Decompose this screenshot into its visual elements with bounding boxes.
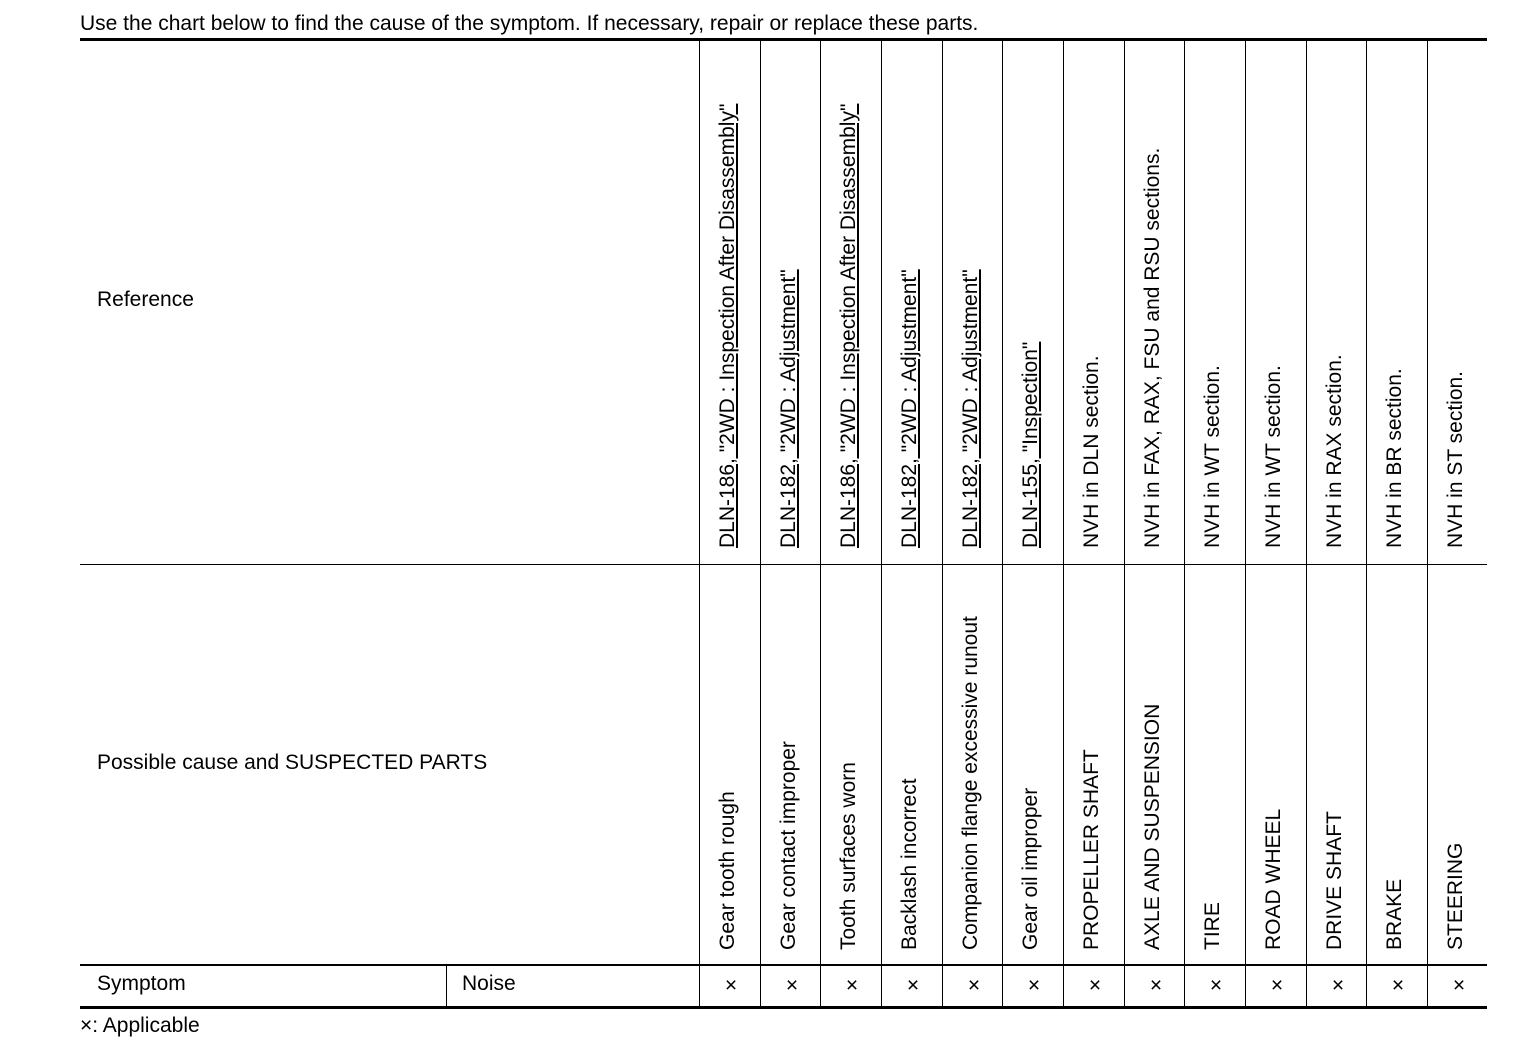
column-divider — [760, 40, 761, 1007]
suspected-part: Tooth surfaces worn — [837, 762, 860, 950]
reference-link[interactable]: DLN-155, "Inspection" — [1019, 341, 1042, 548]
reference-link[interactable]: DLN-186, "2WD : Inspection After Disassembly" — [716, 103, 739, 548]
symptom-label: Symptom — [97, 972, 186, 995]
applicable-mark: × — [1027, 974, 1041, 997]
applicable-mark: × — [906, 974, 920, 997]
suspected-part: Companion flange excessive runout — [959, 616, 982, 950]
applicable-mark: × — [724, 974, 738, 997]
reference-text: NVH in WT section. — [1262, 365, 1285, 548]
column-divider — [1366, 40, 1367, 1007]
symptom-divider — [446, 965, 447, 1007]
suspected-part: STEERING — [1444, 842, 1467, 950]
reference-text: NVH in ST section. — [1444, 370, 1467, 548]
reference-text: NVH in RAX section. — [1323, 354, 1346, 548]
column-divider — [699, 40, 700, 1007]
suspected-part: PROPELLER SHAFT — [1080, 749, 1103, 950]
applicable-mark: × — [1270, 974, 1284, 997]
applicable-mark: × — [1149, 974, 1163, 997]
suspected-part: DRIVE SHAFT — [1323, 811, 1346, 950]
applicable-mark: × — [785, 974, 799, 997]
suspected-part: ROAD WHEEL — [1262, 808, 1285, 950]
suspected-part: Backlash incorrect — [898, 778, 921, 950]
suspected-part: Gear contact improper — [777, 741, 800, 950]
applicable-mark: × — [967, 974, 981, 997]
column-divider — [881, 40, 882, 1007]
reference-text: NVH in DLN section. — [1080, 355, 1103, 548]
column-divider — [1002, 40, 1003, 1007]
applicable-mark: × — [1331, 974, 1345, 997]
applicable-mark: × — [845, 974, 859, 997]
reference-text: NVH in FAX, RAX, FSU and RSU sections. — [1141, 147, 1164, 548]
reference-link[interactable]: DLN-182, "2WD : Adjustment" — [898, 269, 921, 548]
reference-link[interactable]: DLN-186, "2WD : Inspection After Disassembly" — [837, 103, 860, 548]
suspected-part: TIRE — [1201, 902, 1224, 950]
column-divider — [1124, 40, 1125, 1007]
applicable-mark: × — [1391, 974, 1405, 997]
column-divider — [820, 40, 821, 1007]
reference-bottom-rule — [80, 564, 1487, 565]
applicable-mark: × — [1209, 974, 1223, 997]
symptom-value: Noise — [462, 972, 516, 995]
legend: ×: Applicable — [80, 1014, 200, 1037]
intro-text: Use the chart below to find the cause of the symptom. If necessary, repair or replace these parts. — [80, 12, 979, 35]
column-divider — [1427, 40, 1428, 1007]
reference-text: NVH in WT section. — [1201, 365, 1224, 548]
applicable-mark: × — [1452, 974, 1466, 997]
applicable-mark: × — [1088, 974, 1102, 997]
suspected-part: AXLE AND SUSPENSION — [1141, 703, 1164, 950]
table-top-rule — [80, 38, 1487, 41]
column-divider — [1306, 40, 1307, 1007]
suspected-part: BRAKE — [1383, 878, 1406, 950]
column-divider — [1063, 40, 1064, 1007]
column-divider — [1184, 40, 1185, 1007]
reference-link[interactable]: DLN-182, "2WD : Adjustment" — [959, 269, 982, 548]
reference-text: NVH in BR section. — [1383, 368, 1406, 548]
suspected-part: Gear oil improper — [1019, 787, 1042, 950]
column-divider — [942, 40, 943, 1007]
parts-label: Possible cause and SUSPECTED PARTS — [97, 751, 488, 774]
column-divider — [1245, 40, 1246, 1007]
reference-label: Reference — [97, 288, 194, 311]
suspected-part: Gear tooth rough — [716, 791, 739, 950]
reference-link[interactable]: DLN-182, "2WD : Adjustment" — [777, 269, 800, 548]
